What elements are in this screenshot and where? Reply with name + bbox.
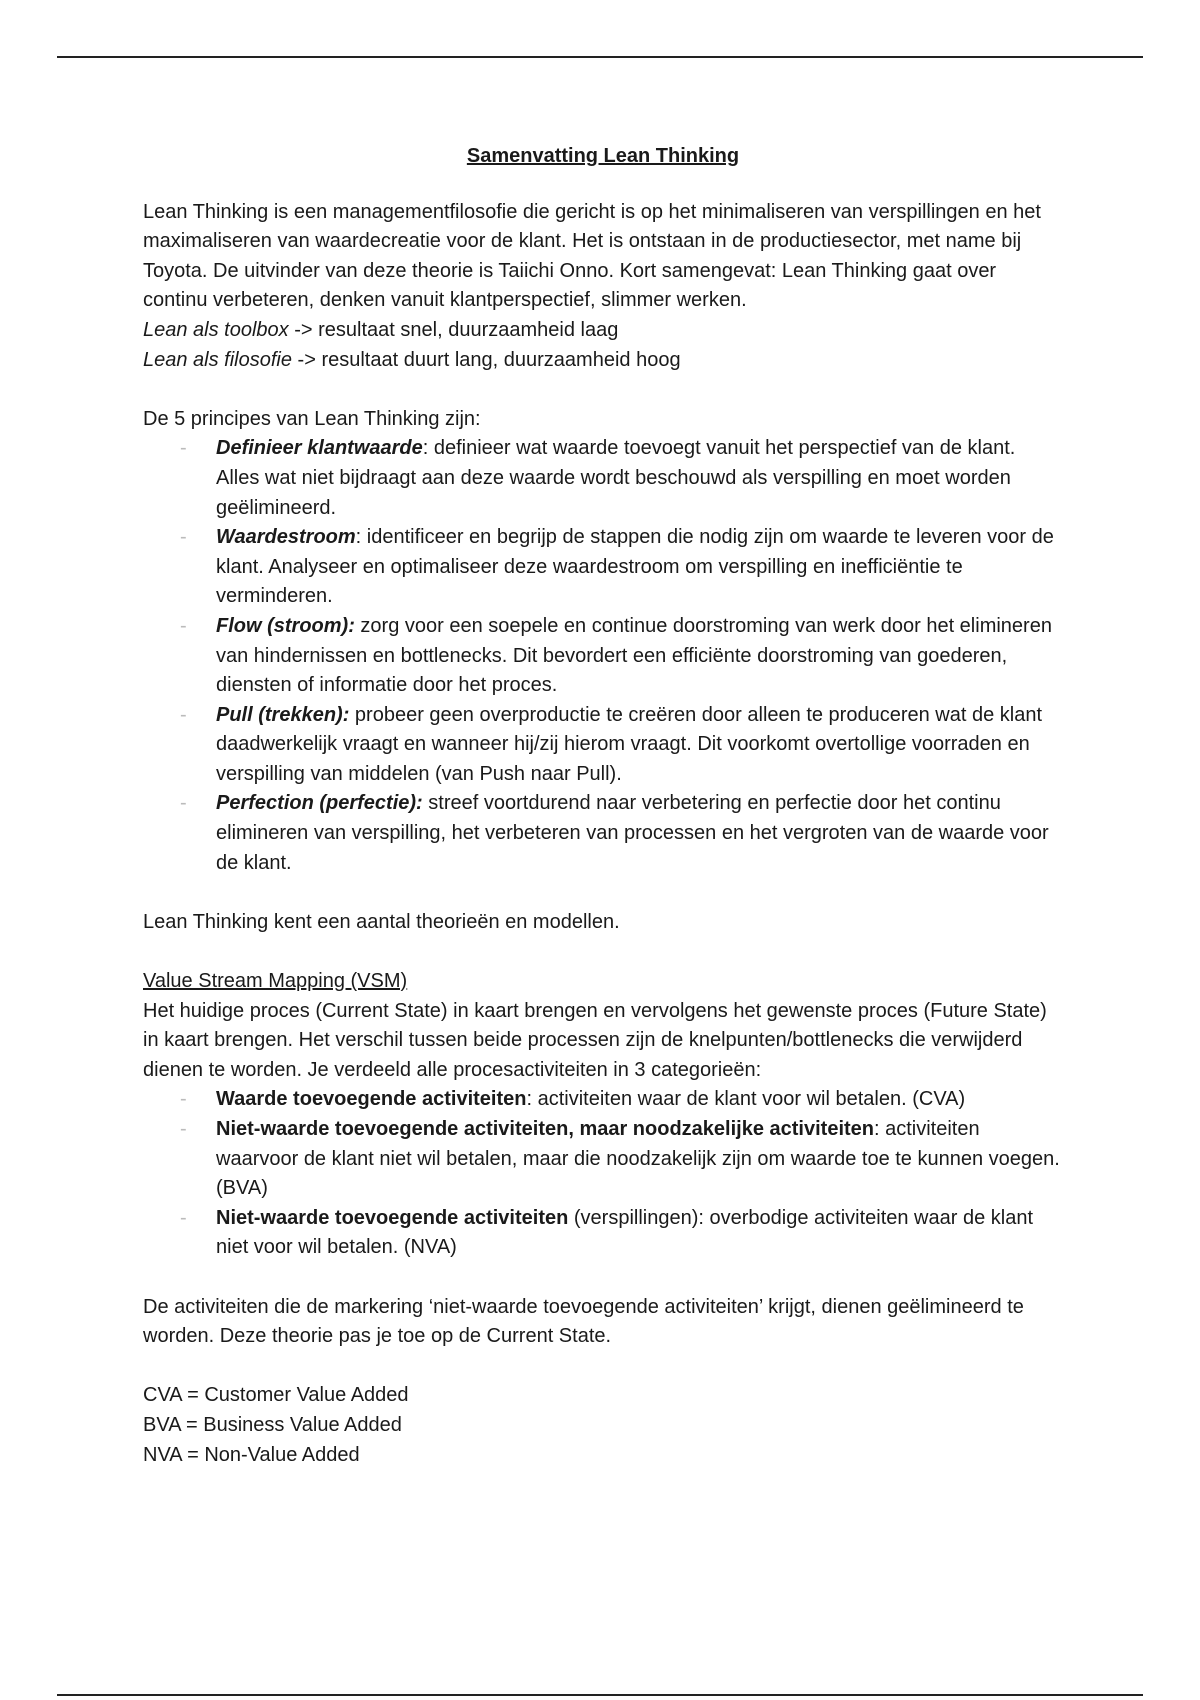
approach-label: Lean als filosofie: [143, 348, 292, 371]
category-text: : activiteiten waar de klant voor wil betalen. (CVA): [526, 1088, 966, 1111]
list-item: [216, 1115, 1063, 1204]
principle-term: Perfection (perfectie):: [216, 792, 423, 815]
principles-intro: De 5 principes van Lean Thinking zijn:: [143, 407, 481, 430]
list-item: [216, 701, 1063, 790]
vsm-heading: Value Stream Mapping (VSM): [143, 970, 408, 993]
intro-paragraph: Lean Thinking is een managementfilosofie die gericht is op het minimaliseren van verspillingen en het maximaliseren van waardecreatie voor de klant. Het is ontstaan in de productiesector, met name bij Toyota. De uitvinder van deze theorie is Taiichi Onno. Kort samengevat: Lean Thinking gaat over continu verbeteren, denken vanuit klantperspectief, slimmer werken.: [143, 200, 1041, 312]
abbreviation-line: BVA = Business Value Added: [143, 1413, 402, 1436]
list-item: [216, 1204, 1063, 1263]
principle-term: Pull (trekken):: [216, 703, 350, 726]
list-item: [216, 523, 1063, 612]
approach-line: [143, 346, 1063, 376]
principle-term: Waardestroom: [216, 526, 356, 549]
footer-rule: [57, 1694, 1143, 1696]
list-item: [216, 789, 1063, 878]
principle-text: streef voortdurend naar verbetering en perfectie door het continu elimineren van verspilling, het verbeteren van processen en het vergroten van de waarde voor de klant.: [216, 792, 1049, 874]
vsm-conclusion: De activiteiten die de markering ‘niet-waarde toevoegende activiteiten’ krijgt, dienen geëlimineerd te worden. Deze theorie pas je toe op de Current State.: [143, 1295, 1024, 1348]
list-item: [216, 434, 1063, 523]
vsm-paragraph: Het huidige proces (Current State) in kaart brengen en vervolgens het gewenste proces (Future State) in kaart brengen. Het verschil tussen beide processen zijn de knelpunten/bottlenecks die verwijderd dienen te worden. Je verdeeld alle procesactiviteiten in 3 categorieën:: [143, 999, 1047, 1081]
vsm-categories-list: [143, 1085, 1063, 1263]
header-rule: [57, 56, 1143, 58]
principle-text: : identificeer en begrijp de stappen die nodig zijn om waarde te leveren voor de klant. Analyseer en optimaliseer deze waardestroom om verspilling en inefficiëntie te verminderen.: [216, 526, 1054, 608]
category-term: Niet-waarde toevoegende activiteiten: [216, 1206, 569, 1229]
approach-text: -> resultaat duurt lang, duurzaamheid hoog: [291, 348, 681, 371]
principle-term: Flow (stroom):: [216, 614, 355, 637]
theories-line: Lean Thinking kent een aantal theorieën en modellen.: [143, 910, 620, 933]
principle-text: probeer geen overproductie te creëren door alleen te produceren wat de klant daadwerkelijk vraagt en wanneer hij/zij hierom vraagt. Dit voorkomt overtollige voorraden en verspilling van middelen (van Push naar Pull).: [216, 703, 1043, 785]
approach-text: -> resultaat snel, duurzaamheid laag: [288, 318, 619, 341]
category-text: : activiteiten waarvoor de klant niet wil betalen, maar die noodzakelijk zijn om waarde toe te kunnen voegen. (BVA): [216, 1118, 1060, 1200]
abbreviation-line: NVA = Non-Value Added: [143, 1443, 360, 1466]
category-text: (verspillingen): overbodige activiteiten waar de klant niet voor wil betalen. (NVA): [216, 1206, 1034, 1259]
abbreviation-line: CVA = Customer Value Added: [143, 1384, 409, 1407]
principle-term: Definieer klantwaarde: [216, 437, 423, 460]
principle-text: zorg voor een soepele en continue doorstroming van werk door het elimineren van hindernissen en bottlenecks. Dit bevordert een efficiënte doorstroming van goederen, diensten of informatie door het proces.: [216, 614, 1052, 697]
document-body: [143, 142, 1063, 1470]
approach-line: [143, 316, 1063, 346]
category-term: Niet-waarde toevoegende activiteiten, maar noodzakelijke activiteiten: [216, 1118, 874, 1140]
document-title: Samenvatting Lean Thinking: [466, 145, 740, 167]
approach-label: Lean als toolbox: [143, 318, 289, 341]
principle-text: : definieer wat waarde toevoegt vanuit het perspectief van de klant. Alles wat niet bijdraagt aan deze waarde wordt beschouwd als verspilling en moet worden geëlimineerd.: [216, 437, 1016, 519]
category-term: Waarde toevoegende activiteiten: [216, 1088, 527, 1111]
list-item: [216, 612, 1063, 701]
list-item: [216, 1085, 1063, 1115]
principles-list: [143, 434, 1063, 878]
